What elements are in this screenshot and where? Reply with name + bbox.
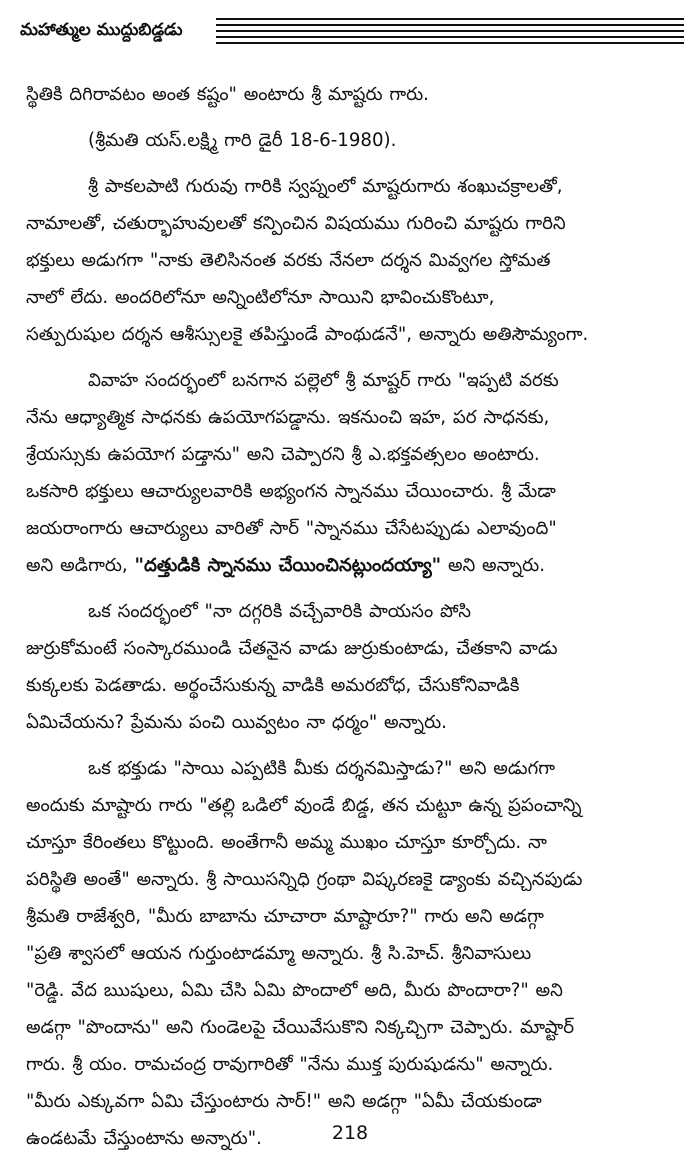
paragraph-darshan xyxy=(26,750,680,1157)
text-line: శ్రేయస్సుకు ఉపయోగ పడ్తాను" అని చెప్పారని శ్రీ ఎ.భక్తవత్సలం అంటారు. xyxy=(26,444,540,465)
header-rule-line xyxy=(216,18,684,20)
text-line: నేను ఆధ్యాత్మిక సాధనకు ఉపయోగపడ్డాను. ఇకనుంచి ఇహ, పర సాధనకు, xyxy=(26,407,550,428)
paragraph-payasam xyxy=(26,593,680,741)
text-line: అడగ్గా "పొందాను" అని గుండెలపై చేయివేసుకొని నిక్కచ్చిగా చెప్పారు. మాష్టార్ xyxy=(26,1017,575,1038)
text-line: భక్తులు అడుగగా "నాకు తెలిసినంత వరకు నేనలా దర్శన మివ్వగల స్తోమత xyxy=(26,250,551,271)
text-fragment: అని అన్నారు. xyxy=(441,555,545,576)
text-line: ఒక సందర్భంలో "నా దగ్గరికి వచ్చేవారికి పాయసం పోసి xyxy=(88,601,472,622)
text-line: పరిస్థితి అంతే" అన్నారు. శ్రీ సాయిసన్నిధి గ్రంథా విష్కరణకై డ్యాంకు వచ్చినపుడు xyxy=(26,869,583,890)
page-body xyxy=(26,76,680,1166)
text-line: గారు. శ్రీ యం. రామచంద్ర రావుగారితో "నేను ముక్త పురుషుడను" అన్నారు. xyxy=(26,1054,554,1075)
paragraph-vision xyxy=(26,168,680,353)
text-line: నాలో లేదు. అందరిలోనూ అన్నింటిలోనూ సాయిని భావించుకొంటూ, xyxy=(26,287,495,308)
book-title: మహాత్ముల ముద్దుబిడ్డడు xyxy=(20,20,183,40)
text-line: శ్రీ పాకలపాటి గురువు గారికి స్వప్నంలో మాష్టరుగారు శంఖుచక్రాలతో, xyxy=(88,176,563,197)
header-rule-line xyxy=(216,30,684,32)
header-rule-line xyxy=(216,24,684,26)
text-line: "మీరు ఎక్కువగా ఏమి చేస్తుంటారు సార్!" అని అడగ్గా "ఏమీ చేయకుండా xyxy=(26,1091,542,1112)
text-line: నామాలతో, చతుర్భాహువులతో కన్పించిన విషయము గురించి మాష్టరు గారిని xyxy=(26,213,566,234)
text-line-with-bold xyxy=(26,547,680,584)
paragraph-continuation xyxy=(26,76,680,113)
header-rule-line xyxy=(216,36,684,38)
text-line: వివాహ సందర్భంలో బనగాన పల్లెలో శ్రీ మాష్టర్ గారు "ఇప్పటి వరకు xyxy=(88,370,559,391)
header-rule-line xyxy=(216,42,684,44)
page-number: 218 xyxy=(331,1122,369,1144)
text-line: సత్పురుషుల దర్శన ఆశీస్సులకై తపిస్తుండే పాంథుడనే", అన్నారు అతిసౌమ్యంగా. xyxy=(26,324,589,345)
text-line: స్థితికి దిగిరావటం అంత కష్టం" అంటారు శ్రీ మాష్టరు గారు. xyxy=(26,84,429,105)
text-line: "రెడ్డి. వేద ఋషులు, ఏమి చేసి ఏమి పొందాలో అది, మీరు పొందారా?" అని xyxy=(26,980,563,1001)
header-rules xyxy=(216,18,684,48)
paragraph-marriage xyxy=(26,362,680,584)
text-line: అందుకు మాష్టారు గారు "తల్లి ఒడిలో వుండే బిడ్డ, తన చుట్టూ ఉన్న ప్రపంచాన్ని xyxy=(26,795,582,816)
running-header xyxy=(20,16,684,56)
diary-reference xyxy=(26,122,680,159)
text-line: ఏమిచేయను? ప్రేమను పంచి యివ్వటం నా ధర్మం" అన్నారు. xyxy=(26,712,447,733)
text-line: కుక్కలకు పెడతాడు. అర్థంచేసుకున్న వాడికి అమరబోధ, చేసుకోనివాడికి xyxy=(26,675,520,696)
text-line: "ప్రతి శ్వాసలో ఆయన గుర్తుంటాడమ్మా అన్నారు. శ్రీ సి.హెచ్. శ్రీనివాసులు xyxy=(26,943,532,964)
text-line: చూస్తూ కేరింతలు కొట్టుంది. అంతేగానీ అమ్మ ముఖం చూస్తూ కూర్చోదు. నా xyxy=(26,832,547,853)
text-line: శ్రీమతి రాజేశ్వరి, "మీరు బాబాను చూచారా మాష్టారూ?" గారు అని అడగ్గా xyxy=(26,906,544,927)
text-line: ఒక భక్తుడు "సాయి ఎప్పటికి మీకు దర్శనమిస్తాడు?" అని అడుగగా xyxy=(88,758,555,779)
bold-quote: "దత్తుడికి స్నానము చేయించినట్లుందయ్యా" xyxy=(134,555,442,576)
text-line: (శ్రీమతి యస్.లక్ష్మి గారి డైరీ 18-6-1980). xyxy=(88,130,397,151)
text-line: జయరాంగారు ఆచార్యులు వారితో సార్ "స్నానము చేసేటప్పుడు ఎలావుంది" xyxy=(26,518,557,539)
text-line: జుర్రుకోమంటే సంస్కారముండి చేతనైన వాడు జుర్రుకుంటాడు, చేతకాని వాడు xyxy=(26,638,558,659)
text-line: ఒకసారి భక్తులు ఆచార్యులవారికి అభ్యంగన స్నానము చేయించారు. శ్రీ మేడా xyxy=(26,481,556,502)
text-line: ఉండటమే చేస్తుంటాను అన్నారు". xyxy=(26,1128,262,1149)
text-fragment: అని అడిగారు, xyxy=(26,555,135,576)
